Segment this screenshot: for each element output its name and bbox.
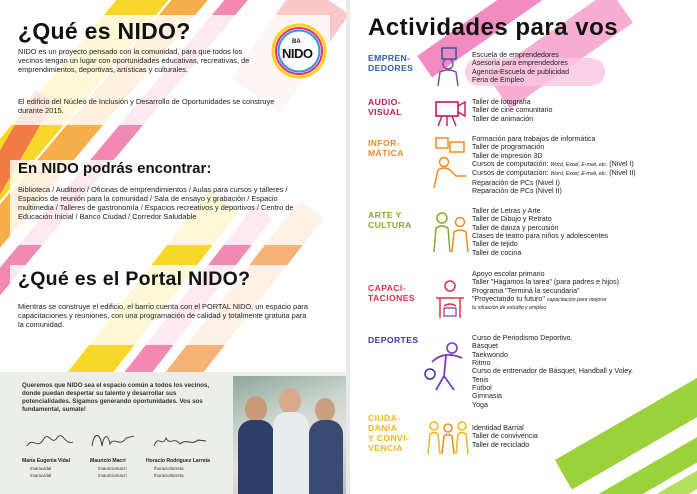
list-item: Apoyo escolar primario — [472, 270, 545, 278]
building-paragraph: El edificio del Núcleo de Inclusión y Desarrollo de Oportunidades se construye durante 2015. — [18, 97, 275, 115]
label-capacitaciones: CAPACI- TACIONES — [368, 283, 415, 303]
label-deportes: DEPORTES — [368, 335, 419, 345]
list-item: Taller de danza y percusión — [472, 223, 559, 232]
list-item: Formación para trabajos de informática — [472, 135, 596, 143]
list-item: Asesoría para emprendedores — [472, 59, 568, 68]
list-ciudadania — [472, 424, 538, 449]
label-ciudadania: CIUDA- DANÍA Y CONVI- VENCIA — [368, 413, 410, 453]
title-encontrar: En NIDO podrás encontrar: — [18, 160, 212, 177]
list-item: Taller de cine comunitario — [472, 106, 553, 115]
signer-name-2: Mauricio Macri — [90, 458, 126, 464]
list-deportes — [472, 334, 633, 409]
signature-macri-icon — [88, 430, 138, 452]
list-item: Curso de Periodismo Deportivo. — [472, 334, 573, 342]
training-icon — [430, 278, 470, 322]
list-arte-cultura — [472, 207, 608, 257]
label-emprendedores: EMPREN- DEDORES — [368, 53, 414, 73]
list-item-note: tu situación de estudio y empleo — [472, 305, 547, 312]
left-page — [0, 0, 346, 494]
right-page — [350, 0, 697, 494]
list-item: Curso de entrenador de Básquet, Handball y Voley. — [472, 367, 634, 376]
signer-handle-3b: /horaciorlarreta — [154, 473, 184, 478]
signer-handle-1b: /mariuvidal — [30, 473, 52, 478]
intro-paragraph: NIDO es un proyecto pensado con la comunidad, para que todos los vecinos tengan un lugar con oportunidades educativas, recreativas, de emprendimientos, deportivas, artísticas y culturales. — [18, 47, 250, 74]
list-item: Identidad Barrial — [472, 424, 524, 432]
signer-handle-2a: /mauriciomacri — [98, 466, 127, 471]
list-item: Taller de cocina — [472, 248, 522, 257]
list-audiovisual — [472, 98, 552, 123]
nido-logo — [270, 22, 328, 80]
list-informatica — [472, 135, 636, 195]
label-arte-cultura: ARTE Y CULTURA — [368, 210, 412, 230]
signature-larreta-icon — [152, 432, 207, 452]
list-item: Taller de Dibujo y Retrato — [472, 215, 552, 224]
title-que-es-nido: ¿Qué es NIDO? — [18, 18, 191, 44]
list-item: Cursos de computación: Word, Excel, E-mail, etc. (Nivel I) — [472, 160, 634, 169]
list-capacitaciones — [472, 270, 619, 313]
spaces-paragraph: Biblioteca / Auditorio / Oficinas de emprendimientos / Aulas para cursos y talleres / Espacios de reunión para la comunidad / Sala de ensayo y grabación / Espacio multimedia / Talleres de gastronomía / Espacios recreativos y deportivos / Centro de Educación Inicial / Banco Ciudad / Corredor Saludable — [18, 185, 294, 221]
list-item: "Proyectando tu futuro" capacitación para mejorar — [472, 295, 607, 304]
community-icon — [426, 418, 470, 458]
list-item: Agencia-Escuela de publicidad — [472, 67, 570, 76]
label-informatica: INFOR- MÁTICA — [368, 138, 404, 158]
list-item: Taller de convivencia — [472, 432, 538, 441]
list-item: Feria de Empleo — [472, 76, 525, 85]
list-item: Programa "Terminá la secundaria" — [472, 286, 580, 295]
list-item: Taller de tejido — [472, 240, 518, 249]
title-actividades: Actividades para vos — [368, 14, 619, 41]
signer-handle-2b: /mauriciomacri — [98, 473, 127, 478]
signer-name-3: Horacio Rodríguez Larreta — [146, 458, 210, 464]
title-portal-nido: ¿Qué es el Portal NIDO? — [18, 268, 251, 290]
list-item: Taller "Hagamos la tarea" (para padres e hijos) — [472, 278, 619, 287]
list-item: Taller de animación — [472, 114, 534, 123]
list-item: Básquet — [472, 342, 499, 351]
list-item: Clases de teatro para niños y adolescentes — [472, 232, 609, 241]
list-item: Cursos de computación: Word, Excel, E-mail, etc. (Nivel II) — [472, 169, 636, 178]
signature-vidal-icon — [25, 432, 75, 452]
signer-handle-3a: /horaciorlarreta — [154, 466, 184, 471]
logo-word: NIDO — [282, 46, 313, 61]
sports-icon — [422, 340, 470, 396]
list-item: Reparación de PCs (Nivel I) — [472, 178, 560, 187]
logo-badge: BA — [292, 39, 301, 45]
art-culture-icon — [430, 208, 470, 256]
list-item: Taekwondo — [472, 350, 508, 359]
list-item: Tenis — [472, 375, 489, 384]
portal-paragraph: Mientras se construye el edificio, el barrio cuenta con el PORTAL NIDO, un espacio para capacitaciones y reuniones, con una programación de calidad y totalmente gratuita para la comunidad. — [18, 302, 308, 329]
list-emprendedores — [472, 51, 569, 84]
list-item: Taller de programación — [472, 143, 545, 152]
list-item: Taller de impresión 3D — [472, 151, 543, 160]
list-item: Gimnasia — [472, 392, 502, 401]
list-item: Taller de Letras y Arte — [472, 207, 541, 215]
label-audiovisual: AUDIO- VISUAL — [368, 97, 402, 117]
signer-handle-1a: /mariuvidal — [30, 466, 52, 471]
camera-icon — [432, 96, 468, 128]
list-item: Fútbol — [472, 384, 492, 393]
computer-icon — [430, 136, 470, 192]
list-item: Yoga — [472, 400, 488, 409]
list-item: Taller de reciclado — [472, 440, 530, 449]
list-item: Taller de fotografía — [472, 98, 531, 106]
footer-text: Queremos que NIDO sea el espacio común a todos los vecinos, donde puedan despertar su talento y desarrollar sus potencialidades. Sigamos generando oportunidades. Vos sos fundamental, sumate! — [22, 382, 210, 413]
list-item: Ritmo — [472, 359, 491, 368]
signer-name-1: María Eugenia Vidal — [22, 458, 71, 464]
group-photo — [233, 376, 346, 494]
list-item: Reparación de PCs (Nivel II) — [472, 187, 562, 196]
entrepreneur-icon — [430, 46, 466, 88]
list-item: Escuela de emprendedores — [472, 51, 559, 59]
